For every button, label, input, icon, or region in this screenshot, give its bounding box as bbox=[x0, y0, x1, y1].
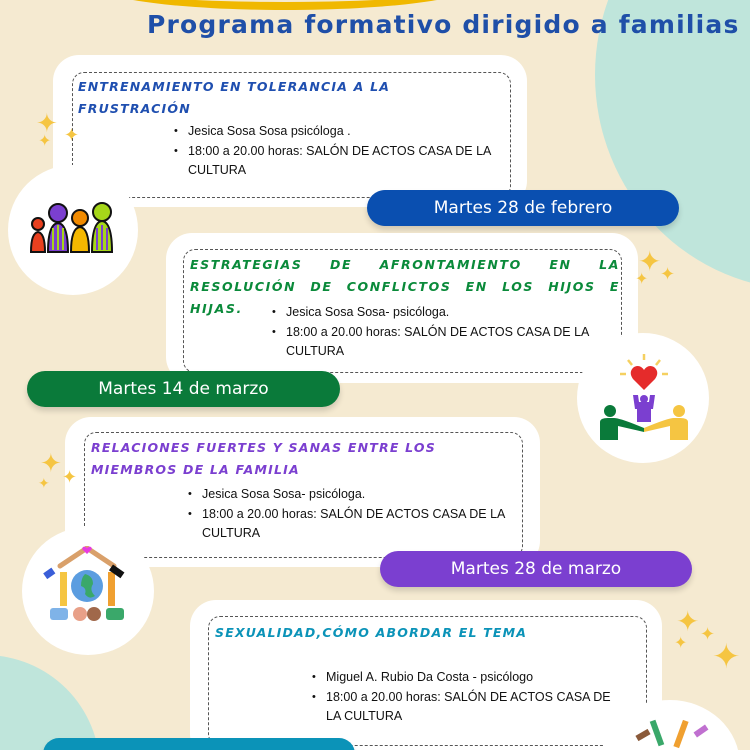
session-4-title: SEXUALIDAD,CÓMO ABORDAR EL TEMA bbox=[215, 625, 528, 640]
sparkle-icon: ✦ bbox=[40, 448, 62, 478]
sparkle-icon: ✦ bbox=[676, 606, 700, 637]
session-3-title: RELACIONES FUERTES Y SANAS ENTRE LOS MIEMBROS DE LA FAMILIA bbox=[91, 440, 436, 477]
sparkle-icon: ✦ bbox=[638, 246, 662, 277]
people-heart-icon bbox=[600, 352, 690, 442]
sparkle-icon: ✦ bbox=[62, 467, 78, 487]
session-1-speaker: • Jesica Sosa Sosa psicóloga . bbox=[172, 122, 502, 142]
session-4-speaker: • Miguel A. Rubio Da Costa - psicólogo bbox=[310, 668, 620, 688]
hands-house-globe-icon bbox=[40, 546, 135, 631]
session-1-title: ENTRENAMIENTO EN TOLERANCIA A LA FRUSTRACIÓN bbox=[78, 79, 391, 116]
session-2-speaker: • Jesica Sosa Sosa- psicóloga. bbox=[270, 303, 600, 323]
session-2-date-badge: Martes 14 de marzo bbox=[27, 371, 340, 407]
session-3-details bbox=[186, 485, 506, 544]
session-4-details bbox=[310, 668, 620, 727]
family-figures-icon bbox=[28, 200, 118, 255]
session-1-details bbox=[172, 122, 502, 181]
session-2-details bbox=[270, 303, 600, 362]
session-4-schedule: • 18:00 a 20.00 horas: SALÓN DE ACTOS CASA DE LA CULTURA bbox=[310, 688, 620, 727]
sparkle-icon: ✦ bbox=[712, 638, 741, 676]
sparkle-icon: ✦ bbox=[38, 475, 50, 491]
sparkle-icon: ✦ bbox=[700, 624, 716, 644]
session-2-schedule: • 18:00 a 20.00 horas: SALÓN DE ACTOS CASA DE LA CULTURA bbox=[270, 323, 600, 362]
sparkle-icon: ✦ bbox=[674, 635, 688, 652]
session-2-title: ESTRATEGIAS DE AFRONTAMIENTO EN LA RESOLUCIÓN DE CONFLICTOS EN LOS HIJOS E HIJAS. bbox=[190, 257, 620, 316]
session-3-date-badge: Martes 28 de marzo bbox=[380, 551, 692, 587]
session-1-date-badge: Martes 28 de febrero bbox=[367, 190, 679, 226]
sparkle-icon: ✦ bbox=[36, 108, 58, 138]
session-1-schedule: • 18:00 a 20.00 horas: SALÓN DE ACTOS CASA DE LA CULTURA bbox=[172, 142, 502, 181]
session-3-schedule: • 18:00 a 20.00 horas: SALÓN DE ACTOS CASA DE LA CULTURA bbox=[186, 505, 506, 544]
session-3-speaker: • Jesica Sosa Sosa- psicóloga. bbox=[186, 485, 506, 505]
teal-blob-decoration bbox=[0, 655, 100, 750]
yellow-swoosh-decoration bbox=[95, 0, 475, 10]
sparkle-icon: ✦ bbox=[38, 133, 52, 150]
session-4-date-badge bbox=[43, 738, 355, 750]
sparkle-icon: ✦ bbox=[635, 271, 649, 288]
raised-hands-icon bbox=[632, 718, 722, 750]
sparkle-icon: ✦ bbox=[660, 264, 676, 284]
sparkle-icon: ✦ bbox=[64, 125, 80, 145]
page-title: Programa formativo dirigido a familias bbox=[147, 10, 740, 39]
